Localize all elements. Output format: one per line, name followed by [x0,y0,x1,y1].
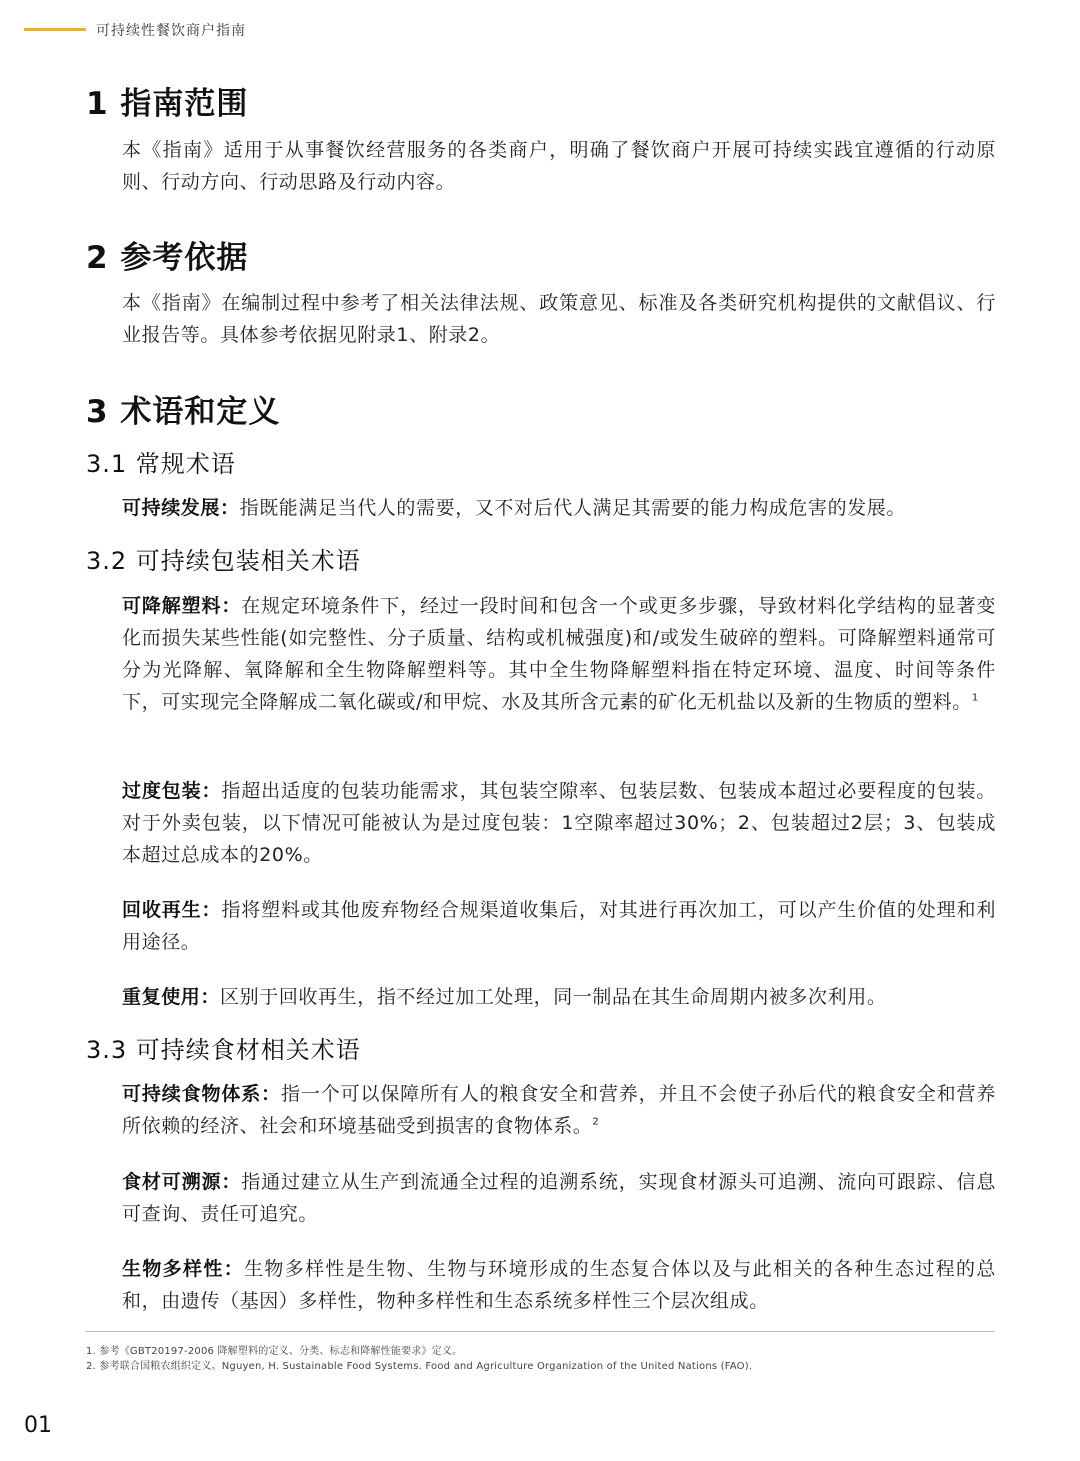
term-definition: 指通过建立从生产到流通全过程的追溯系统，实现食材源头可追溯、流向可跟踪、信息可查询、责任可追究。 [122,1171,996,1225]
term-definition: 指一个可以保障所有人的粮食安全和营养，并且不会使子孙后代的粮食安全和营养所依赖的经济、社会和环境基础受到损害的食物体系。 [122,1083,996,1137]
term-label: 重复使用： [122,986,221,1008]
section-1-body: 本《指南》适用于从事餐饮经营服务的各类商户，明确了餐饮商户开展可持续实践宜遵循的行动原则、行动方向、行动思路及行动内容。 [122,139,996,193]
term-reuse [122,981,996,1013]
term-label: 食材可溯源： [122,1171,242,1193]
section-3-3-heading: 3.3 可持续食材相关术语 [86,1036,361,1064]
term-label: 可持续食物体系： [122,1083,281,1105]
term-label: 可持续发展： [122,497,240,519]
term-label: 过度包装： [122,780,222,802]
section-3-1-heading: 3.1 常规术语 [86,450,236,478]
footnote-ref-1[interactable]: 1 [971,692,979,704]
section-2-body: 本《指南》在编制过程中参考了相关法律法规、政策意见、标准及各类研究机构提供的文献倡议、行业报告等。具体参考依据见附录1、附录2。 [122,292,996,346]
section-3-2-heading: 3.2 可持续包装相关术语 [86,547,361,575]
section-1-heading: 1 指南范围 [86,86,249,122]
footnote-divider [86,1331,994,1332]
term-definition: 在规定环境条件下，经过一段时间和包含一个或更多步骤，导致材料化学结构的显著变化而损失某些性能(如完整性、分子质量、结构或机械强度)和/或发生破碎的塑料。可降解塑料通常可分为光降解、氧降解和全生物降解塑料等。其中全生物降解塑料指在特定环境、温度、时间等条件下，可实现完全降解成二氧化碳或/和甲烷、水及其所含元素的矿化无机盐以及新的生物质的塑料。 [122,595,996,713]
term-degradable-plastic [122,590,996,718]
term-biodiversity [122,1253,996,1317]
term-recycling [122,894,996,958]
header-accent-line [24,28,86,31]
term-sustainable-development [122,492,996,524]
term-label: 可降解塑料： [122,595,242,617]
term-sustainable-food-system [122,1078,996,1142]
term-label: 回收再生： [122,899,222,921]
footnote-2: 2. 参考联合国粮农组织定义。Nguyen, H. Sustainable Food Systems. Food and Agriculture Organization of the United Nations (FAO). [86,1361,753,1372]
term-definition: 区别于回收再生，指不经过加工处理，同一制品在其生命周期内被多次利用。 [220,986,887,1008]
term-definition: 指既能满足当代人的需要，又不对后代人满足其需要的能力构成危害的发展。 [239,497,907,519]
section-3-heading: 3 术语和定义 [86,394,281,430]
page-number: 01 [24,1413,52,1438]
term-definition: 指将塑料或其他废弃物经合规渠道收集后，对其进行再次加工，可以产生价值的处理和利用途径。 [122,899,996,953]
footnote-ref-2[interactable]: 2 [592,1116,600,1128]
term-definition: 指超出适度的包装功能需求，其包装空隙率、包装层数、包装成本超过必要程度的包装。对于外卖包装，以下情况可能被认为是过度包装：1空隙率超过30%；2、包装超过2层；3、包装成本超过总成本的20%。 [122,780,996,866]
term-over-packaging [122,775,996,871]
term-definition: 生物多样性是生物、生物与环境形成的生态复合体以及与此相关的各种生态过程的总和，由遗传（基因）多样性，物种多样性和生态系统多样性三个层次组成。 [122,1258,996,1312]
term-food-traceability [122,1166,996,1230]
section-2-heading: 2 参考依据 [86,240,249,276]
term-label: 生物多样性： [122,1258,245,1280]
footnote-1: 1. 参考《GBT20197-2006 降解塑料的定义、分类、标志和降解性能要求》定义。 [86,1346,463,1357]
header-title: 可持续性餐饮商户指南 [96,23,246,39]
